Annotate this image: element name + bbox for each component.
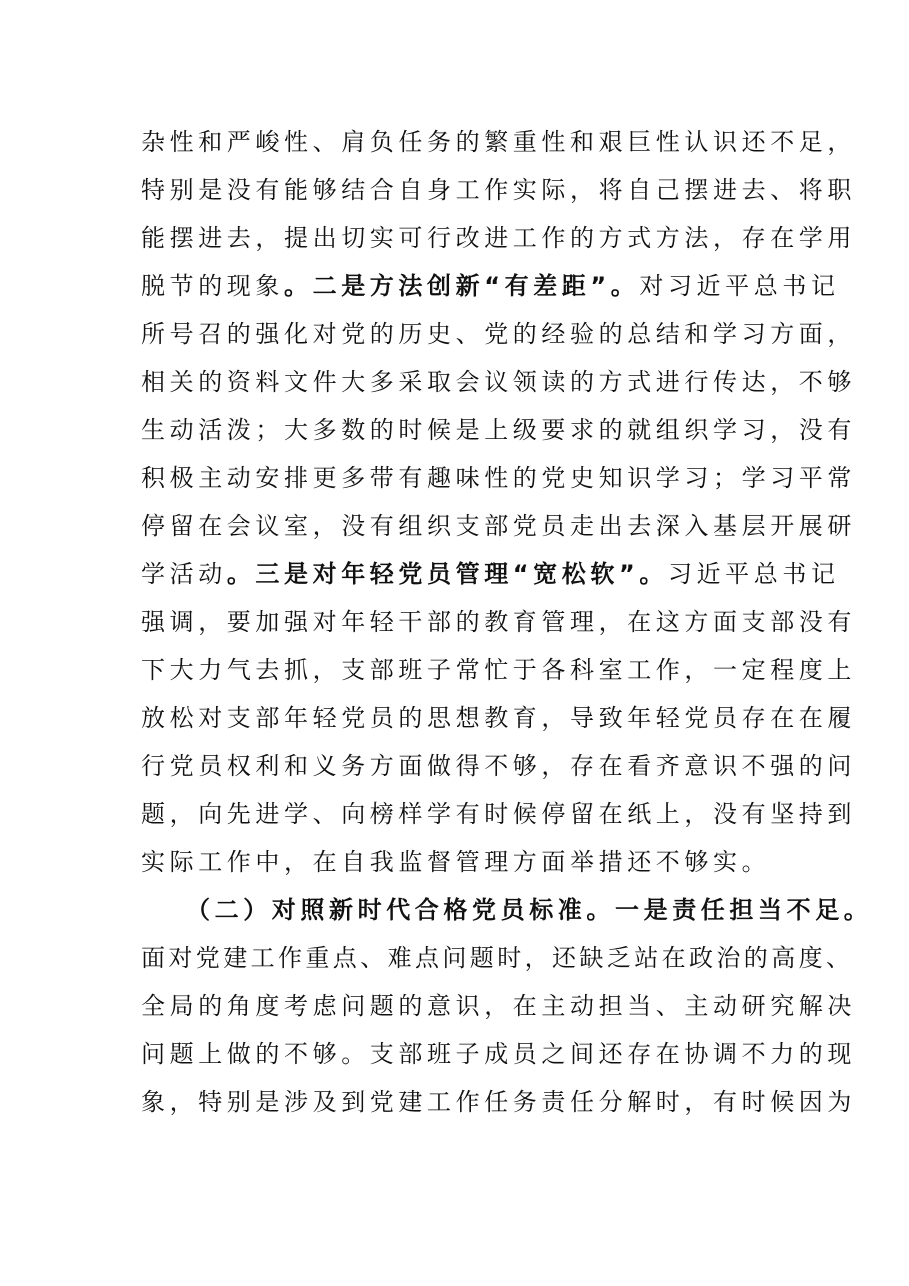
section-heading-line [186,896,872,924]
text-line: 实际工作中，在自我监督管理方面举措还不够实。 [141,848,771,876]
text-line: 特别是没有能够结合自身工作实际，将自己摆进去、将职 [141,176,856,204]
text-line: 行党员权利和义务方面做得不够，存在看齐意识不强的问 [141,752,856,780]
text-line: 杂性和严峻性、肩负任务的繁重性和艰巨性认识还不足， [141,128,856,156]
text-line: 生动活泼；大多数的时候是上级要求的就组织学习，没有 [141,416,856,444]
text-line: 象，特别是涉及到党建工作任务责任分解时，有时候因为 [141,1088,856,1116]
bold-heading: 。二是方法创新“有差距”。 [284,272,640,300]
section-heading: （二）对照新时代合格党员标准。一是责任担当不足。 [186,896,873,924]
text-line: 学活动。三是对年轻党员管理“宽松软”。习近平总书记 [141,560,840,588]
bold-heading: 。三是对年轻党员管理“宽松软”。 [226,560,668,588]
text-line: 停留在会议室，没有组织支部党员走出去深入基层开展研 [141,512,856,540]
text-line: 强调，要加强对年轻干部的教育管理，在这方面支部没有 [141,608,856,636]
text-line: 积极主动安排更多带有趣味性的党史知识学习；学习平常 [141,464,856,492]
text-line: 问题上做的不够。支部班子成员之间还存在协调不力的现 [141,1040,856,1068]
text-line: 题，向先进学、向榜样学有时候停留在纸上，没有坚持到 [141,800,856,828]
text-line: 相关的资料文件大多采取会议领读的方式进行传达，不够 [141,368,856,396]
text-line: 下大力气去抓，支部班子常忙于各科室工作，一定程度上 [141,656,856,684]
text-line: 脱节的现象。二是方法创新“有差距”。对习近平总书记 [141,272,840,300]
text-line: 所号召的强化对党的历史、党的经验的总结和学习方面， [141,320,856,348]
text-line: 面对党建工作重点、难点问题时，还缺乏站在政治的高度、 [141,944,854,972]
text-line: 放松对支部年轻党员的思想教育，导致年轻党员存在在履 [141,704,856,732]
text-line: 能摆进去，提出切实可行改进工作的方式方法，存在学用 [141,224,856,252]
text-line: 全局的角度考虑问题的意识，在主动担当、主动研究解决 [141,992,856,1020]
